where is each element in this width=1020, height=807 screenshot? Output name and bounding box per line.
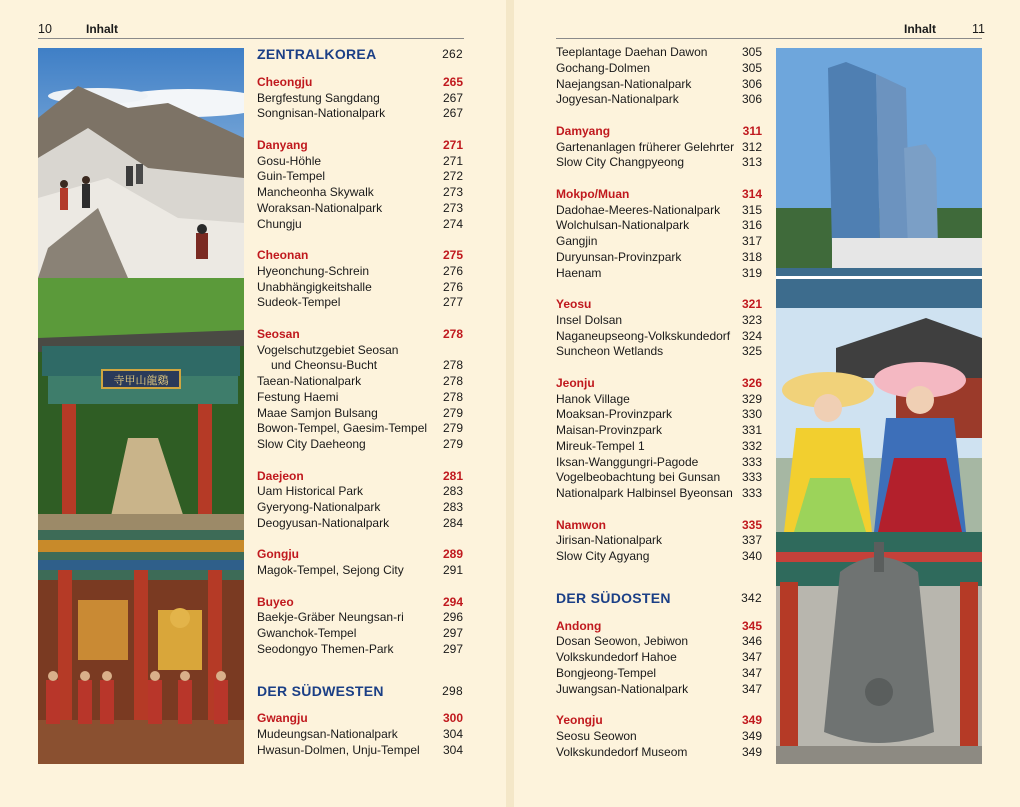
- toc-item[interactable]: Hanok Village 329: [556, 391, 762, 406]
- right-page-number: 11: [972, 22, 985, 36]
- toc-item[interactable]: Naejangsan-Nationalpark 306: [556, 76, 762, 91]
- toc-item[interactable]: Dadohae-Meeres-Nationalpark 315: [556, 202, 762, 217]
- toc-item[interactable]: Chungju 274: [257, 216, 463, 231]
- photo-temple-bell: [776, 532, 982, 764]
- toc-item[interactable]: Volkskundedorf Hahoe 347: [556, 650, 762, 664]
- toc-item[interactable]: Mancheonha Skywalk 273: [257, 185, 463, 199]
- toc-item[interactable]: Deogyusan-Nationalpark 284: [257, 515, 463, 530]
- toc-item[interactable]: Suncheon Wetlands 325: [556, 344, 762, 359]
- toc-item[interactable]: Gyeryong-Nationalpark 283: [257, 500, 463, 514]
- right-header-rule: [556, 38, 982, 39]
- photo-temple-gate: [38, 278, 244, 530]
- toc-item[interactable]: Bergfestung Sangdang 267: [257, 90, 463, 105]
- toc-item[interactable]: Mudeungsan-Nationalpark 304: [257, 727, 463, 741]
- toc-city-danyang[interactable]: Danyang 271: [257, 137, 463, 152]
- toc-item[interactable]: Mireuk-Tempel 1 332: [556, 438, 762, 453]
- toc-city-gongju[interactable]: Gongju 289: [257, 547, 463, 562]
- toc-item[interactable]: Volkskundedorf Museom 349: [556, 744, 762, 759]
- toc-item[interactable]: Baekje-Gräber Neungsan-ri 296: [257, 610, 463, 625]
- toc-item[interactable]: Vogelschutzgebiet Seosan: [257, 342, 399, 357]
- toc-item[interactable]: Naganeupseong-Volkskundedorf 324: [556, 328, 762, 343]
- toc-item[interactable]: Maisan-Provinzpark 331: [556, 423, 762, 437]
- toc-city-mokpo-muan[interactable]: Mokpo/Muan 314: [556, 186, 762, 201]
- toc-city-gwangju[interactable]: Gwangju 300: [257, 711, 463, 726]
- toc-city-cheonan[interactable]: Cheonan 275: [257, 248, 463, 262]
- toc-city-jeonju[interactable]: Jeonju 326: [556, 375, 762, 390]
- toc-item[interactable]: und Cheonsu-Bucht 278: [271, 358, 463, 373]
- photo-women-hanbok: [776, 308, 982, 532]
- toc-item[interactable]: Haenam 319: [556, 265, 762, 280]
- toc-city-buyeo[interactable]: Buyeo 294: [257, 594, 463, 609]
- toc-item[interactable]: Uam Historical Park 283: [257, 484, 463, 499]
- toc-city-cheongju[interactable]: Cheongju 265: [257, 74, 463, 89]
- toc-item[interactable]: Juwangsan-Nationalpark 347: [556, 681, 762, 696]
- toc-item[interactable]: Maae Samjon Bulsang 279: [257, 405, 463, 420]
- toc-item[interactable]: Slow City Agyang 340: [556, 549, 762, 563]
- temple-sign-text: 寺甲山龍鷄: [113, 374, 169, 387]
- toc-item[interactable]: Insel Dolsan 323: [556, 312, 762, 327]
- toc-item[interactable]: Gartenanlagen früherer Gelehrter 312: [556, 139, 762, 154]
- toc-city-yeosu[interactable]: Yeosu 321: [556, 297, 762, 311]
- toc-item[interactable]: Bowon-Tempel, Gaesim-Tempel 279: [257, 421, 463, 436]
- book-gutter: [506, 0, 514, 807]
- toc-item[interactable]: Gwanchok-Tempel 297: [257, 626, 463, 640]
- toc-item[interactable]: Gosu-Höhle 271: [257, 153, 463, 168]
- toc-item[interactable]: Slow City Daeheong 279: [257, 437, 463, 451]
- left-toc-column: [257, 47, 463, 759]
- toc-item[interactable]: Duryunsan-Provinzpark 318: [556, 249, 762, 264]
- toc-item[interactable]: Woraksan-Nationalpark 273: [257, 200, 463, 215]
- toc-item[interactable]: Songnisan-Nationalpark 267: [257, 106, 463, 121]
- right-toc-column: [556, 45, 762, 760]
- toc-item[interactable]: Slow City Changpyeong 313: [556, 155, 762, 170]
- toc-item[interactable]: Jirisan-Nationalpark 337: [556, 533, 762, 548]
- toc-item[interactable]: Taean-Nationalpark 278: [257, 374, 463, 388]
- toc-item[interactable]: Vogelbeobachtung bei Gunsan 333: [556, 470, 762, 485]
- photo-mountain-hikers: [38, 48, 244, 278]
- toc-item[interactable]: Dosan Seowon, Jebiwon 346: [556, 634, 762, 649]
- toc-region-suedwesten[interactable]: DER SÜDWESTEN 298: [257, 682, 463, 699]
- left-header-rule: [38, 38, 464, 39]
- toc-item[interactable]: Festung Haemi 278: [257, 389, 463, 404]
- toc-item[interactable]: Gochang-Dolmen 305: [556, 60, 762, 75]
- toc-region-zentralkorea[interactable]: ZENTRALKOREA 262: [257, 46, 463, 62]
- toc-item[interactable]: Sudeok-Tempel 277: [257, 295, 463, 310]
- toc-city-damyang[interactable]: Damyang 311: [556, 123, 762, 138]
- toc-city-andong[interactable]: Andong 345: [556, 618, 762, 633]
- toc-city-yeongju[interactable]: Yeongju 349: [556, 713, 762, 727]
- toc-item[interactable]: Bongjeong-Tempel 347: [556, 665, 762, 680]
- photo-temple-hall-monks: [38, 530, 244, 764]
- toc-item[interactable]: Moaksan-Provinzpark 330: [556, 407, 762, 422]
- toc-city-seosan[interactable]: Seosan 278: [257, 326, 463, 341]
- toc-region-suedosten[interactable]: DER SÜDOSTEN 342: [556, 589, 762, 606]
- toc-item[interactable]: Jogyesan-Nationalpark 306: [556, 92, 762, 107]
- toc-item[interactable]: Hyeonchung-Schrein 276: [257, 263, 463, 278]
- toc-item[interactable]: Gangjin 317: [556, 234, 762, 248]
- right-running-head: Inhalt: [904, 22, 936, 36]
- toc-item[interactable]: Magok-Tempel, Sejong City 291: [257, 563, 463, 577]
- toc-city-namwon[interactable]: Namwon 335: [556, 517, 762, 532]
- toc-item[interactable]: Seodongyo Themen-Park 297: [257, 641, 463, 656]
- photo-modern-tower: [776, 48, 982, 308]
- toc-item[interactable]: Teeplantage Daehan Dawon 305: [556, 45, 762, 59]
- toc-item[interactable]: Iksan-Wanggungri-Pagode 333: [556, 454, 762, 469]
- toc-item[interactable]: Seosu Seowon 349: [556, 728, 762, 743]
- left-page-number: 10: [38, 22, 52, 36]
- toc-item[interactable]: Wolchulsan-Nationalpark 316: [556, 218, 762, 233]
- left-running-head: Inhalt: [86, 22, 118, 36]
- toc-item[interactable]: Hwasun-Dolmen, Unju-Tempel 304: [257, 742, 463, 757]
- toc-item[interactable]: Nationalpark Halbinsel Byeonsan 333: [556, 486, 762, 500]
- toc-item[interactable]: Guin-Tempel 272: [257, 169, 463, 184]
- toc-item[interactable]: Unabhängigkeitshalle 276: [257, 279, 463, 294]
- toc-city-daejeon[interactable]: Daejeon 281: [257, 468, 463, 483]
